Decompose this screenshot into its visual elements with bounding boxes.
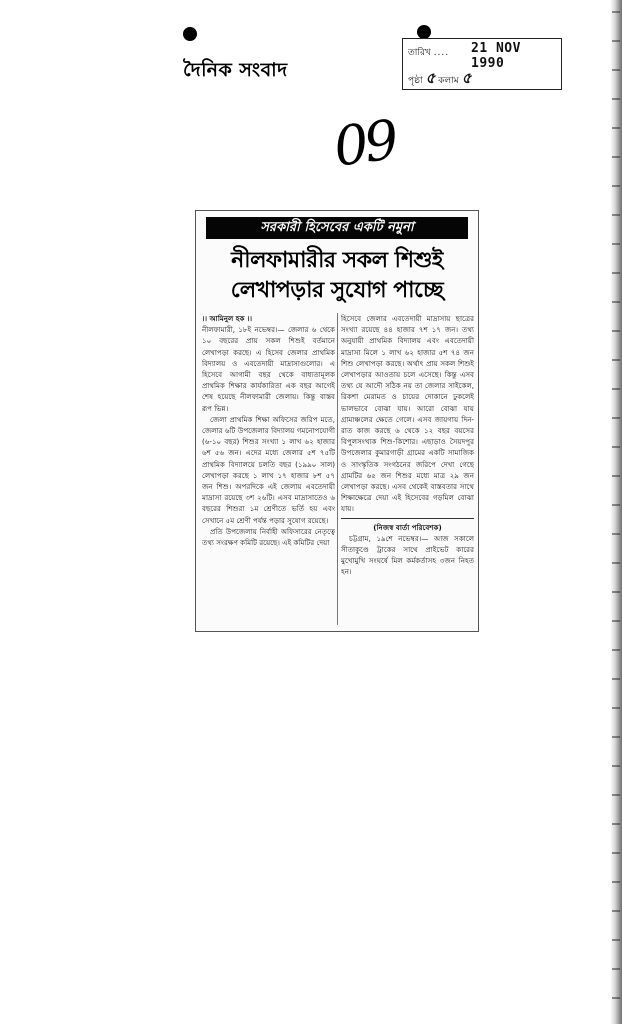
- stamp-column-label: কলাম: [438, 76, 459, 86]
- article-kicker: সরকারী হিসেবের একটি নমুনা: [206, 217, 468, 239]
- second-story-text: চট্টগ্রাম, ১৯শে নভেম্বর।— আজ সকালে সীতাকুণ্ডে ট্রাকের সাথে প্রাইভেট কারের মুখোমুখি সংঘর্ষে মিল কর্মকর্তাসহ ৩জন নিহত হন।: [341, 533, 474, 577]
- left-paragraph-3: প্রতি উপজেলায় নির্বাহী অফিসারের নেতৃত্বে তথ্য সংরক্ষণ কমিটি রয়েছে। এই কমিটির দেয়া: [202, 526, 335, 548]
- left-paragraph-1: নীলফামারী, ১৮ই নভেম্বর।— জেলার ৬ থেকে ১০ বছরের প্রায় সকল শিশুই বর্তমানে লেখাপড়া করছে। এ হিসেব জেলার প্রাথমিক বিদ্যালয় ও এবতেদায়ী মাদ্রাসাগুলোর। এ হিসেবে আগামী বছর থেকে বাধ্যতামূলক প্রাথমিক শিক্ষার কার্যকারিতা এক বছর আগেই শেষ হয়েছে নীলফামারী জেলায়। কিন্তু বাস্তব রূপ ভিন্ন।: [202, 325, 335, 413]
- newspaper-masthead: দৈনিক সংবাদ: [183, 59, 288, 81]
- stamp-page-label: পৃষ্ঠা: [408, 76, 423, 86]
- stamp-date-label: তারিখ: [408, 48, 431, 58]
- stamp-date-row: [408, 45, 449, 60]
- stamp-date-dots: ....: [433, 48, 450, 58]
- second-story-source: (নিজস্ব বার্তা পরিবেশক): [373, 522, 442, 532]
- punch-hole-right: [417, 25, 431, 39]
- headline-line-2: লেখাপড়ার সুযোগ পাচ্ছে: [230, 277, 444, 303]
- right-paragraph-1: হিসেবে জেলার এবতেদায়ী মাদ্রাসায় ছাত্রের সংখ্যা রয়েছে ৪৪ হাজার ৭শ ১৭ জন। তথ্য অনুযায়ী প্রাথমিক বিদ্যালয় এবং এবতেদায়ী মাদ্রাসা মিলে ১ লাখ ৬২ হাজার ৫শ ৭৪ জন শিশু লেখাপড়া করছে। অর্থাৎ প্রায় সকল শিশুই লেখাপড়ার আওতায় চলে এসেছে। কিন্তু এসব তথ্য যে আদৌ সঠিক নয় তা জেলার সাইকেল, রিকশা মেরামত ও চায়ের দোকানে ঢুকলেই ভালভাবে বোঝা যায়। আরো বোঝা যায় গ্রামাঞ্চলের ক্ষেতে গেলে। এসব জায়গায় দিন-রাত কাজ করছে ৬ থেকে ১২ বছর বয়সের বিপুলসংখ্যক শিশু-কিশোর। এছাড়াও সৈয়দপুর উপজেলার কুমারগাড়ী গ্রামের একটি সামাজিক ও সাংস্কৃতিক সংগঠনের জরিপে দেখা গেছে গ্রামটির ৬৫ জন শিশুর মধ্যে মাত্র ২৯ জন লেখাপড়া করছে। এসব থেকেই বাস্তবতার সাথে শিক্ষাক্ষেত্রে দেয়া এই হিসেবের গড়মিল বোঝা যায়।: [341, 314, 474, 514]
- story-separator-rule: [341, 518, 474, 519]
- column-divider: [337, 313, 338, 625]
- handwritten-number: 09: [329, 108, 399, 179]
- punch-hole-left: [183, 27, 197, 41]
- article-right-column: [341, 313, 474, 625]
- stamp-date-value: 21 NOV 1990: [471, 41, 521, 71]
- archive-stamp: [402, 38, 562, 90]
- stamp-page-value: ৫: [425, 69, 436, 87]
- headline-line-1: নীলফামারীর সকল শিশুই: [231, 247, 443, 273]
- article-left-column: [202, 313, 335, 625]
- stamp-column-value: ৫: [461, 69, 472, 87]
- article-byline: ।। আমিনুল হক ।।: [202, 314, 253, 323]
- newspaper-clipping: [195, 210, 479, 632]
- article-headline: [200, 245, 474, 305]
- page-edge-specks: [612, 0, 620, 1024]
- left-paragraph-2: জেলা প্রাথমিক শিক্ষা অফিসের জরিপ মতে, জেলার ৬টি উপজেলার বিদ্যালয় গমনোপযোগী (৬-১০ বছর) শিশুর সংখ্যা ১ লাখ ৬২ হাজার ৬শ ৫৬ জন। এদের মধ্যে জেলার ৫শ ৭৫টি প্রাথমিক বিদ্যালয়ে চলতি বছর (১৯৯০ সাল) লেখাপড়া করছে ১ লাখ ১৭ হাজার ৮শ ৫৭ জন শিশু। অপরদিকে এই জেলায় এবতেদায়ী মাদ্রাসা রয়েছে ৩শ ২৬টি। এসব মাদ্রাসাতেও ৬ বছরের শিশুরা ১ম শ্রেণীতে ভর্তি হয় এবং সেখানে ৫ম শ্রেণী পর্যন্ত পড়ার সুযোগ রয়েছে।: [202, 414, 335, 525]
- stamp-page-row: [408, 67, 471, 92]
